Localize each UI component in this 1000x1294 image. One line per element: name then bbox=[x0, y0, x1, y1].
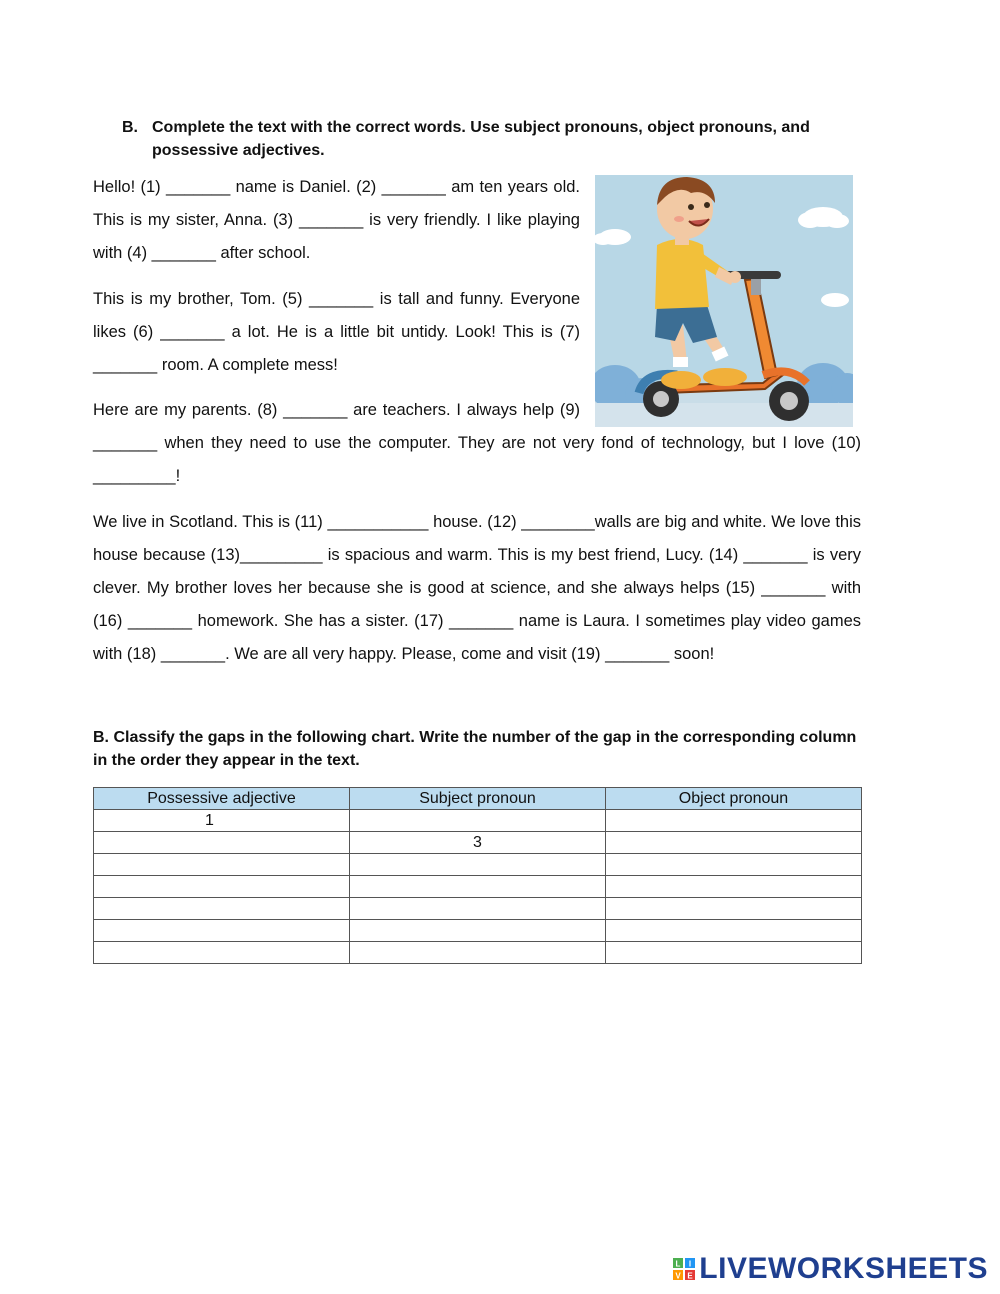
answer-cell[interactable] bbox=[350, 920, 606, 942]
text-line: with (4) _______ after school. bbox=[93, 244, 311, 262]
answer-cell[interactable] bbox=[94, 898, 350, 920]
table-row bbox=[94, 854, 862, 876]
badge-letter: V bbox=[675, 1271, 681, 1280]
text-line: This is my sister, Anna. (3) _______ is very friendly. I like playing bbox=[93, 211, 580, 229]
exercise-2-instruction: B. Classify the gaps in the following chart. Write the number of the gap in the corresponding column in the order they appear in the text. bbox=[93, 729, 857, 769]
answer-cell[interactable] bbox=[94, 876, 350, 898]
answer-cell[interactable] bbox=[606, 854, 862, 876]
table-row bbox=[94, 876, 862, 898]
liveworksheets-badge-icon bbox=[673, 1258, 695, 1280]
answer-cell[interactable] bbox=[94, 942, 350, 964]
text-line: Hello! (1) _______ name is Daniel. (2) _______ am ten years old. bbox=[93, 178, 580, 196]
text-line: Here are my parents. (8) _______ are teachers. I always help (9) bbox=[93, 401, 580, 419]
column-header-possessive-adjective: Possessive adjective bbox=[94, 788, 350, 810]
answer-cell[interactable] bbox=[350, 898, 606, 920]
answer-cell[interactable] bbox=[606, 898, 862, 920]
badge-letter: E bbox=[687, 1271, 693, 1280]
answer-cell[interactable]: 1 bbox=[94, 810, 350, 832]
text-line: (16) _______ homework. She has a sister. (17) _______ name is Laura. I sometimes play video games bbox=[93, 612, 861, 630]
answer-cell[interactable] bbox=[606, 920, 862, 942]
answer-cell[interactable] bbox=[94, 832, 350, 854]
scooter-picture bbox=[595, 175, 853, 427]
answer-cell[interactable] bbox=[350, 942, 606, 964]
exercise-1-heading bbox=[122, 116, 867, 162]
text-line: This is my brother, Tom. (5) _______ is tall and funny. Everyone bbox=[93, 290, 580, 308]
badge-letter: L bbox=[675, 1259, 681, 1269]
text-line: _______ room. A complete mess! bbox=[93, 356, 338, 374]
liveworksheets-wordmark: LIVEWORKSHEETS bbox=[699, 1252, 988, 1285]
answer-cell[interactable]: 3 bbox=[350, 832, 606, 854]
table-row bbox=[94, 942, 862, 964]
badge-letter: I bbox=[689, 1259, 692, 1269]
paragraph-scotland bbox=[93, 506, 861, 671]
paragraph-daniel bbox=[93, 171, 580, 270]
table-row bbox=[94, 832, 862, 854]
liveworksheets-logo[interactable] bbox=[673, 1252, 988, 1286]
answer-cell[interactable] bbox=[94, 854, 350, 876]
text-line: likes (6) _______ a lot. He is a little bit untidy. Look! This is (7) bbox=[93, 323, 580, 341]
paragraph-tom bbox=[93, 283, 580, 382]
answer-cell[interactable] bbox=[606, 876, 862, 898]
text-line: clever. My brother loves her because she is good at science, and she always helps (15) _______ with bbox=[93, 579, 861, 597]
answer-cell[interactable] bbox=[94, 920, 350, 942]
exercise-1-label: B. bbox=[122, 119, 138, 136]
answer-cell[interactable] bbox=[350, 876, 606, 898]
answer-cell[interactable] bbox=[606, 832, 862, 854]
boy-on-scooter-illustration bbox=[595, 175, 853, 427]
column-header-object-pronoun: Object pronoun bbox=[606, 788, 862, 810]
text-line: _________! bbox=[93, 467, 181, 485]
answer-cell[interactable] bbox=[606, 942, 862, 964]
column-header-subject-pronoun: Subject pronoun bbox=[350, 788, 606, 810]
text-line: with (18) _______. We are all very happy. Please, come and visit (19) _______ soon! bbox=[93, 645, 715, 663]
chart-header-row bbox=[94, 788, 862, 810]
table-row bbox=[94, 810, 862, 832]
answer-cell[interactable] bbox=[606, 810, 862, 832]
answer-cell[interactable] bbox=[350, 854, 606, 876]
text-line: house because (13)_________ is spacious and warm. This is my best friend, Lucy. (14) _______ is very bbox=[93, 546, 861, 564]
text-line: We live in Scotland. This is (11) ___________ house. (12) ________walls are big and white. We love this bbox=[93, 513, 861, 531]
exercise-1-instruction: Complete the text with the correct words. Use subject pronouns, object pronouns, and possessive adjectives. bbox=[152, 119, 810, 159]
table-row bbox=[94, 898, 862, 920]
table-row bbox=[94, 920, 862, 942]
classification-chart bbox=[93, 787, 862, 964]
text-line: _______ when they need to use the computer. They are not very fond of technology, but I love (10) bbox=[93, 434, 861, 452]
answer-cell[interactable] bbox=[350, 810, 606, 832]
